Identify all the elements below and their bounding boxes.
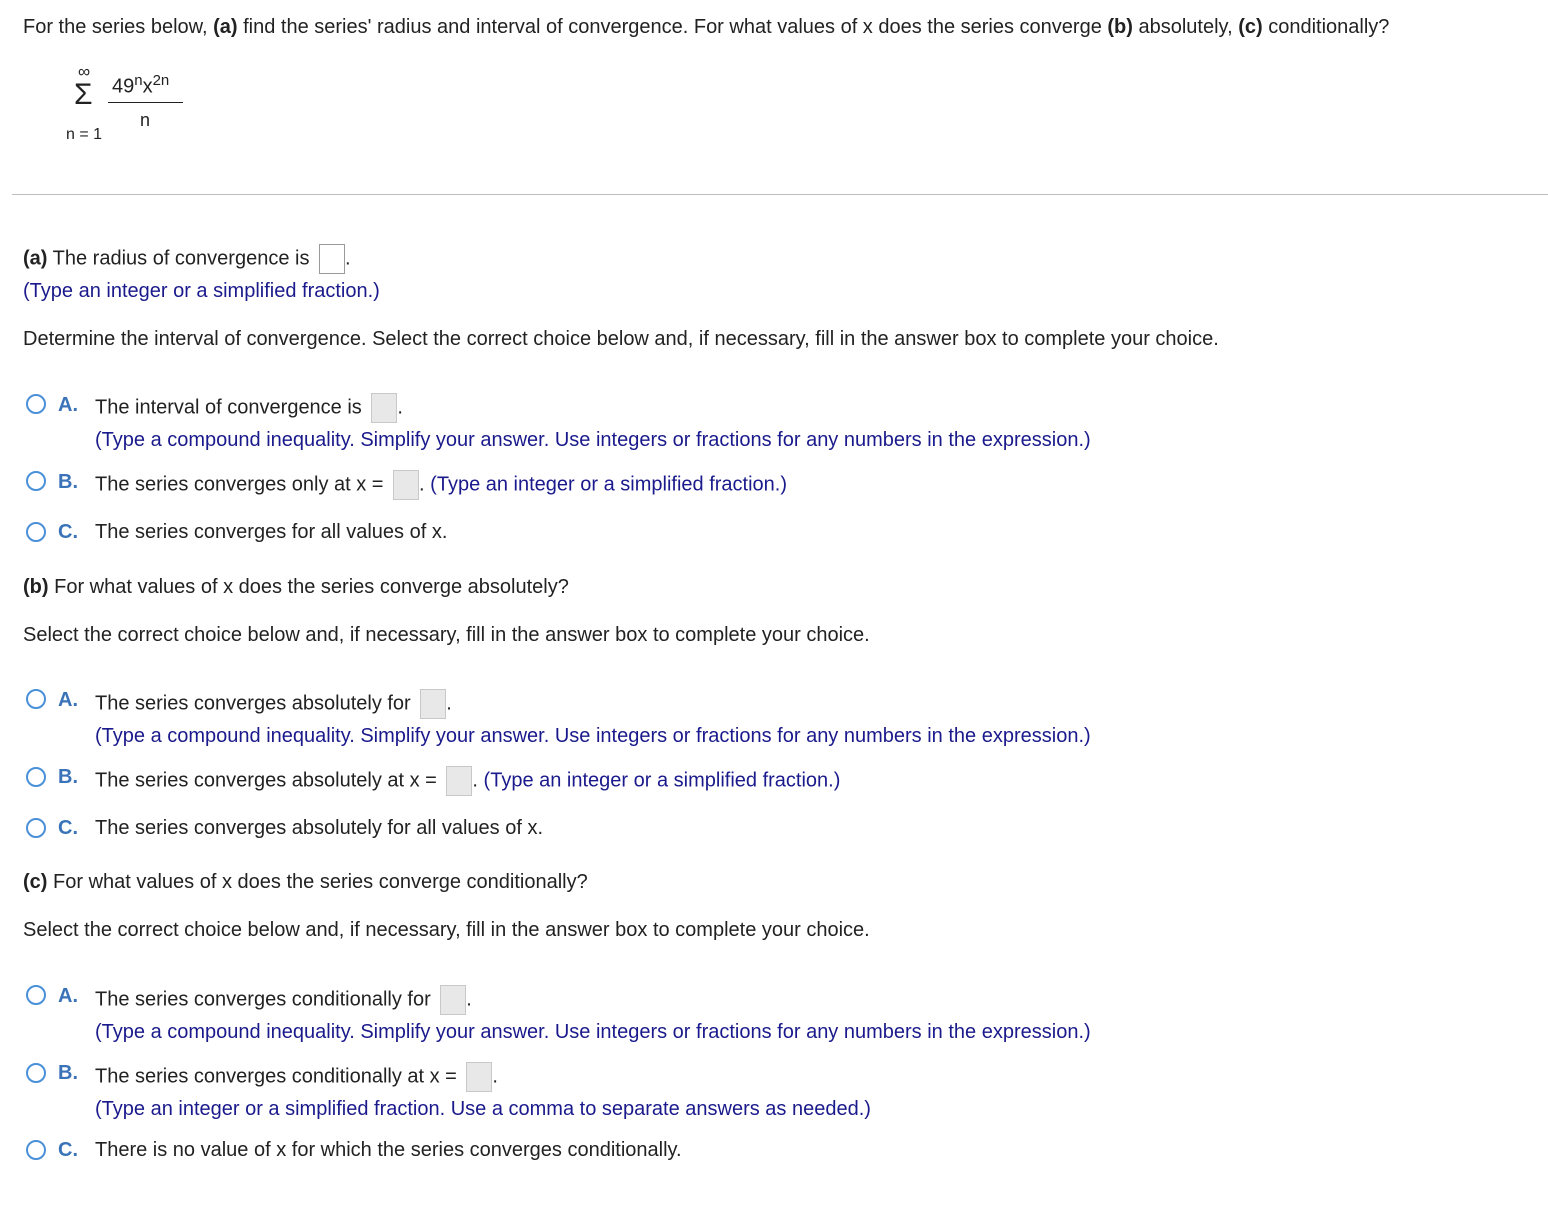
- numerator-exponent: 2n: [152, 72, 170, 89]
- radius-hint: (Type an integer or a simplified fraction.): [23, 280, 380, 302]
- choice-hint: (Type a compound inequality. Simplify your answer. Use integers or fractions for any numbers in the expression.): [95, 725, 1091, 747]
- period: .: [492, 1065, 498, 1088]
- choice-letter: B.: [58, 766, 78, 788]
- choice-letter: B.: [58, 1062, 78, 1084]
- period: .: [472, 769, 478, 792]
- choice-a-a-text: [95, 393, 403, 423]
- period: .: [419, 473, 425, 496]
- part-b-text: For what values of x does the series converge absolutely?: [48, 576, 569, 598]
- choice-b-c-text: The series converges absolutely for all values of x.: [95, 817, 543, 839]
- choice-b-c-radio[interactable]: [26, 818, 46, 838]
- choice-text: The interval of convergence is: [95, 396, 362, 419]
- conditional-interval-answer-box[interactable]: [440, 985, 466, 1015]
- choice-letter: C.: [58, 521, 78, 543]
- absolute-at-answer-box[interactable]: [446, 766, 472, 796]
- choice-hint: (Type a compound inequality. Simplify your answer. Use integers or fractions for any numbers in the expression.): [95, 429, 1091, 451]
- choice-c-b-text: [95, 1062, 498, 1092]
- radius-question: [23, 244, 351, 274]
- intro-tag-a: (a): [213, 16, 238, 38]
- choice-text: The series converges absolutely for: [95, 692, 411, 715]
- choice-letter: B.: [58, 471, 78, 493]
- radius-answer-box[interactable]: [319, 244, 345, 274]
- part-c-question: [23, 871, 588, 894]
- absolute-interval-answer-box[interactable]: [420, 689, 446, 719]
- interval-answer-box[interactable]: [371, 393, 397, 423]
- radius-text: The radius of convergence is: [47, 247, 310, 270]
- period: .: [466, 988, 472, 1011]
- choice-text: The series converges absolutely at x =: [95, 769, 437, 792]
- intro-text: For the series below,: [23, 16, 214, 38]
- choice-text: The series converges conditionally at x =: [95, 1065, 457, 1088]
- series-numerator: [112, 72, 169, 99]
- choice-a-c-text: The series converges for all values of x.: [95, 521, 448, 543]
- part-c-instruction: Select the correct choice below and, if necessary, fill in the answer box to complete your choice.: [23, 919, 870, 941]
- intro-tag-b: (b): [1107, 16, 1133, 38]
- choice-letter: C.: [58, 1139, 78, 1161]
- part-b-instruction: Select the correct choice below and, if necessary, fill in the answer box to complete your choice.: [23, 624, 870, 646]
- choice-text: The series converges conditionally for: [95, 988, 431, 1011]
- period: .: [397, 396, 403, 419]
- intro-text: absolutely,: [1132, 16, 1239, 38]
- choice-letter: A.: [58, 394, 78, 416]
- choice-b-b-text: [95, 766, 840, 796]
- section-divider: [12, 194, 1548, 195]
- part-a-tag: (a): [23, 247, 48, 270]
- choice-hint: (Type an integer or a simplified fraction.): [483, 769, 841, 792]
- numerator-exponent: n: [134, 72, 143, 89]
- series-lower-limit: n = 1: [66, 126, 103, 143]
- choice-letter: C.: [58, 817, 78, 839]
- choice-text: The series converges only at x =: [95, 473, 384, 496]
- choice-a-a-radio[interactable]: [26, 394, 46, 414]
- choice-hint: (Type a compound inequality. Simplify your answer. Use integers or fractions for any numbers in the expression.): [95, 1021, 1091, 1043]
- numerator-variable: x: [142, 75, 153, 98]
- part-c-text: For what values of x does the series converge conditionally?: [47, 871, 588, 893]
- choice-hint: (Type an integer or a simplified fraction.): [430, 473, 787, 496]
- choice-c-a-radio[interactable]: [26, 985, 46, 1005]
- interval-instruction: Determine the interval of convergence. Select the correct choice below and, if necessary, fill in the answer box to complete your choice.: [23, 328, 1219, 350]
- converges-at-answer-box[interactable]: [393, 470, 419, 500]
- choice-c-c-radio[interactable]: [26, 1140, 46, 1160]
- choice-a-b-radio[interactable]: [26, 471, 46, 491]
- intro-text: conditionally?: [1262, 16, 1390, 38]
- part-b-question: [23, 576, 569, 599]
- fraction-bar: [108, 102, 183, 103]
- intro-tag-c: (c): [1238, 16, 1263, 38]
- choice-b-a-radio[interactable]: [26, 689, 46, 709]
- series-denominator: n: [140, 110, 151, 130]
- choice-c-c-text: There is no value of x for which the series converges conditionally.: [95, 1139, 682, 1161]
- series-upper-limit: ∞: [78, 62, 91, 81]
- numerator-base: 49: [112, 75, 135, 98]
- choice-c-b-radio[interactable]: [26, 1063, 46, 1083]
- part-c-tag: (c): [23, 871, 48, 893]
- choice-b-b-radio[interactable]: [26, 767, 46, 787]
- choice-hint: (Type an integer or a simplified fraction. Use a comma to separate answers as needed.): [95, 1098, 871, 1120]
- choice-letter: A.: [58, 985, 78, 1007]
- choice-a-b-text: [95, 470, 787, 500]
- choice-a-c-radio[interactable]: [26, 522, 46, 542]
- choice-b-a-text: [95, 689, 452, 719]
- intro-text: find the series' radius and interval of convergence. For what values of x does the series converge: [237, 16, 1108, 38]
- conditional-at-answer-box[interactable]: [466, 1062, 492, 1092]
- choice-c-a-text: [95, 985, 472, 1015]
- period: .: [446, 692, 452, 715]
- question-intro: [23, 16, 1389, 39]
- period: .: [345, 247, 351, 270]
- sigma-symbol: Σ: [74, 78, 93, 111]
- choice-letter: A.: [58, 689, 78, 711]
- part-b-tag: (b): [23, 576, 49, 598]
